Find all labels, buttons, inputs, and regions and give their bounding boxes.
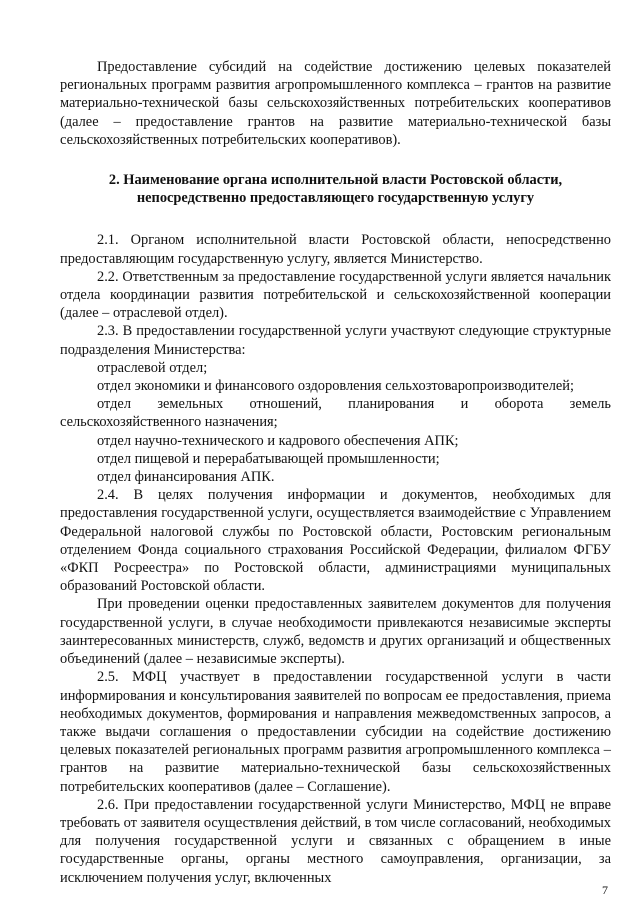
paragraph-2-4: 2.4. В целях получения информации и документов, необходимых для предоставления государственной услуги, осуществляется взаимодействие с Управлением Федеральной налоговой службы по Ростовской области, Ростовским региональным отделением Фонда социального страхования Российской Федерации, филиалом ФГБУ «ФКП Росреестра» по Ростовской области, администрациями муниципальных образований Ростовской области. xyxy=(60,487,611,595)
paragraph-2-3: 2.3. В предоставлении государственной услуги участвуют следующие структурные подразделения Министерства: xyxy=(60,323,611,358)
section-heading-line-1: 2. Наименование органа исполнительной власти Ростовской области, xyxy=(108,172,563,189)
section-heading-line-2: непосредственно предоставляющего государственную услугу xyxy=(136,190,535,207)
paragraph-2-2: 2.2. Ответственным за предоставление государственной услуги является начальник отдела координации развития потребительской и сельскохозяйственной кооперации (далее – отраслевой отдел). xyxy=(60,268,611,322)
paragraph-2-4-experts: При проведении оценки предоставленных заявителем документов для получения государственной услуги, в случае необходимости привлекаются независимые эксперты заинтересованных министерств, служб, ведомств и других организаций и общественных объединений (далее – независимые эксперты). xyxy=(60,596,611,668)
paragraph-2-5: 2.5. МФЦ участвует в предоставлении государственной услуги в части информирования и консультирования заявителей по вопросам ее предоставления, приема необходимых документов, формирования и направления межведомственных запросов, а также выдачи соглашения о предоставлении субсидии на содействие достижению целевых показателей региональных программ развития агропромышленного комплекса – грантов на развитие материально-технической базы сельскохозяйственных потребительских кооперативов (далее – Соглашение). xyxy=(60,669,611,795)
paragraph-2-1: 2.1. Органом исполнительной власти Ростовской области, непосредственно предоставляющим государственную услугу, является Министерство. xyxy=(60,232,611,267)
section-heading xyxy=(60,171,611,207)
department-item: отдел пищевой и перерабатывающей промышленности; xyxy=(97,450,440,467)
paragraph-2-6: 2.6. При предоставлении государственной услуги Министерство, МФЦ не вправе требовать от заявителя осуществления действий, в том числе согласований, необходимых для получения государственной услуги и связанных с обращением в иные государственные органы, органы местного самоуправления, организации, за исключением получения услуг, включенных xyxy=(60,796,611,886)
document-page xyxy=(60,58,611,887)
page-number: 7 xyxy=(602,883,608,897)
department-item: отдел финансирования АПК. xyxy=(97,469,275,486)
intro-paragraph: Предоставление субсидий на содействие достижению целевых показателей региональных программ развития агропромышленного комплекса – грантов на развитие материально-технической базы сельскохозяйственных потребительских кооперативов (далее – предоставление грантов на развитие материально-технической базы сельскохозяйственных потребительских кооперативов). xyxy=(60,59,611,148)
department-item: отдел земельных отношений, планирования и оборота земель сельскохозяйственного назначения; xyxy=(60,396,611,431)
department-item: отдел научно-технического и кадрового обеспечения АПК; xyxy=(97,432,459,449)
department-item: отраслевой отдел; xyxy=(97,359,208,376)
department-item: отдел экономики и финансового оздоровления сельхозтоваропроизводителей; xyxy=(97,378,575,395)
